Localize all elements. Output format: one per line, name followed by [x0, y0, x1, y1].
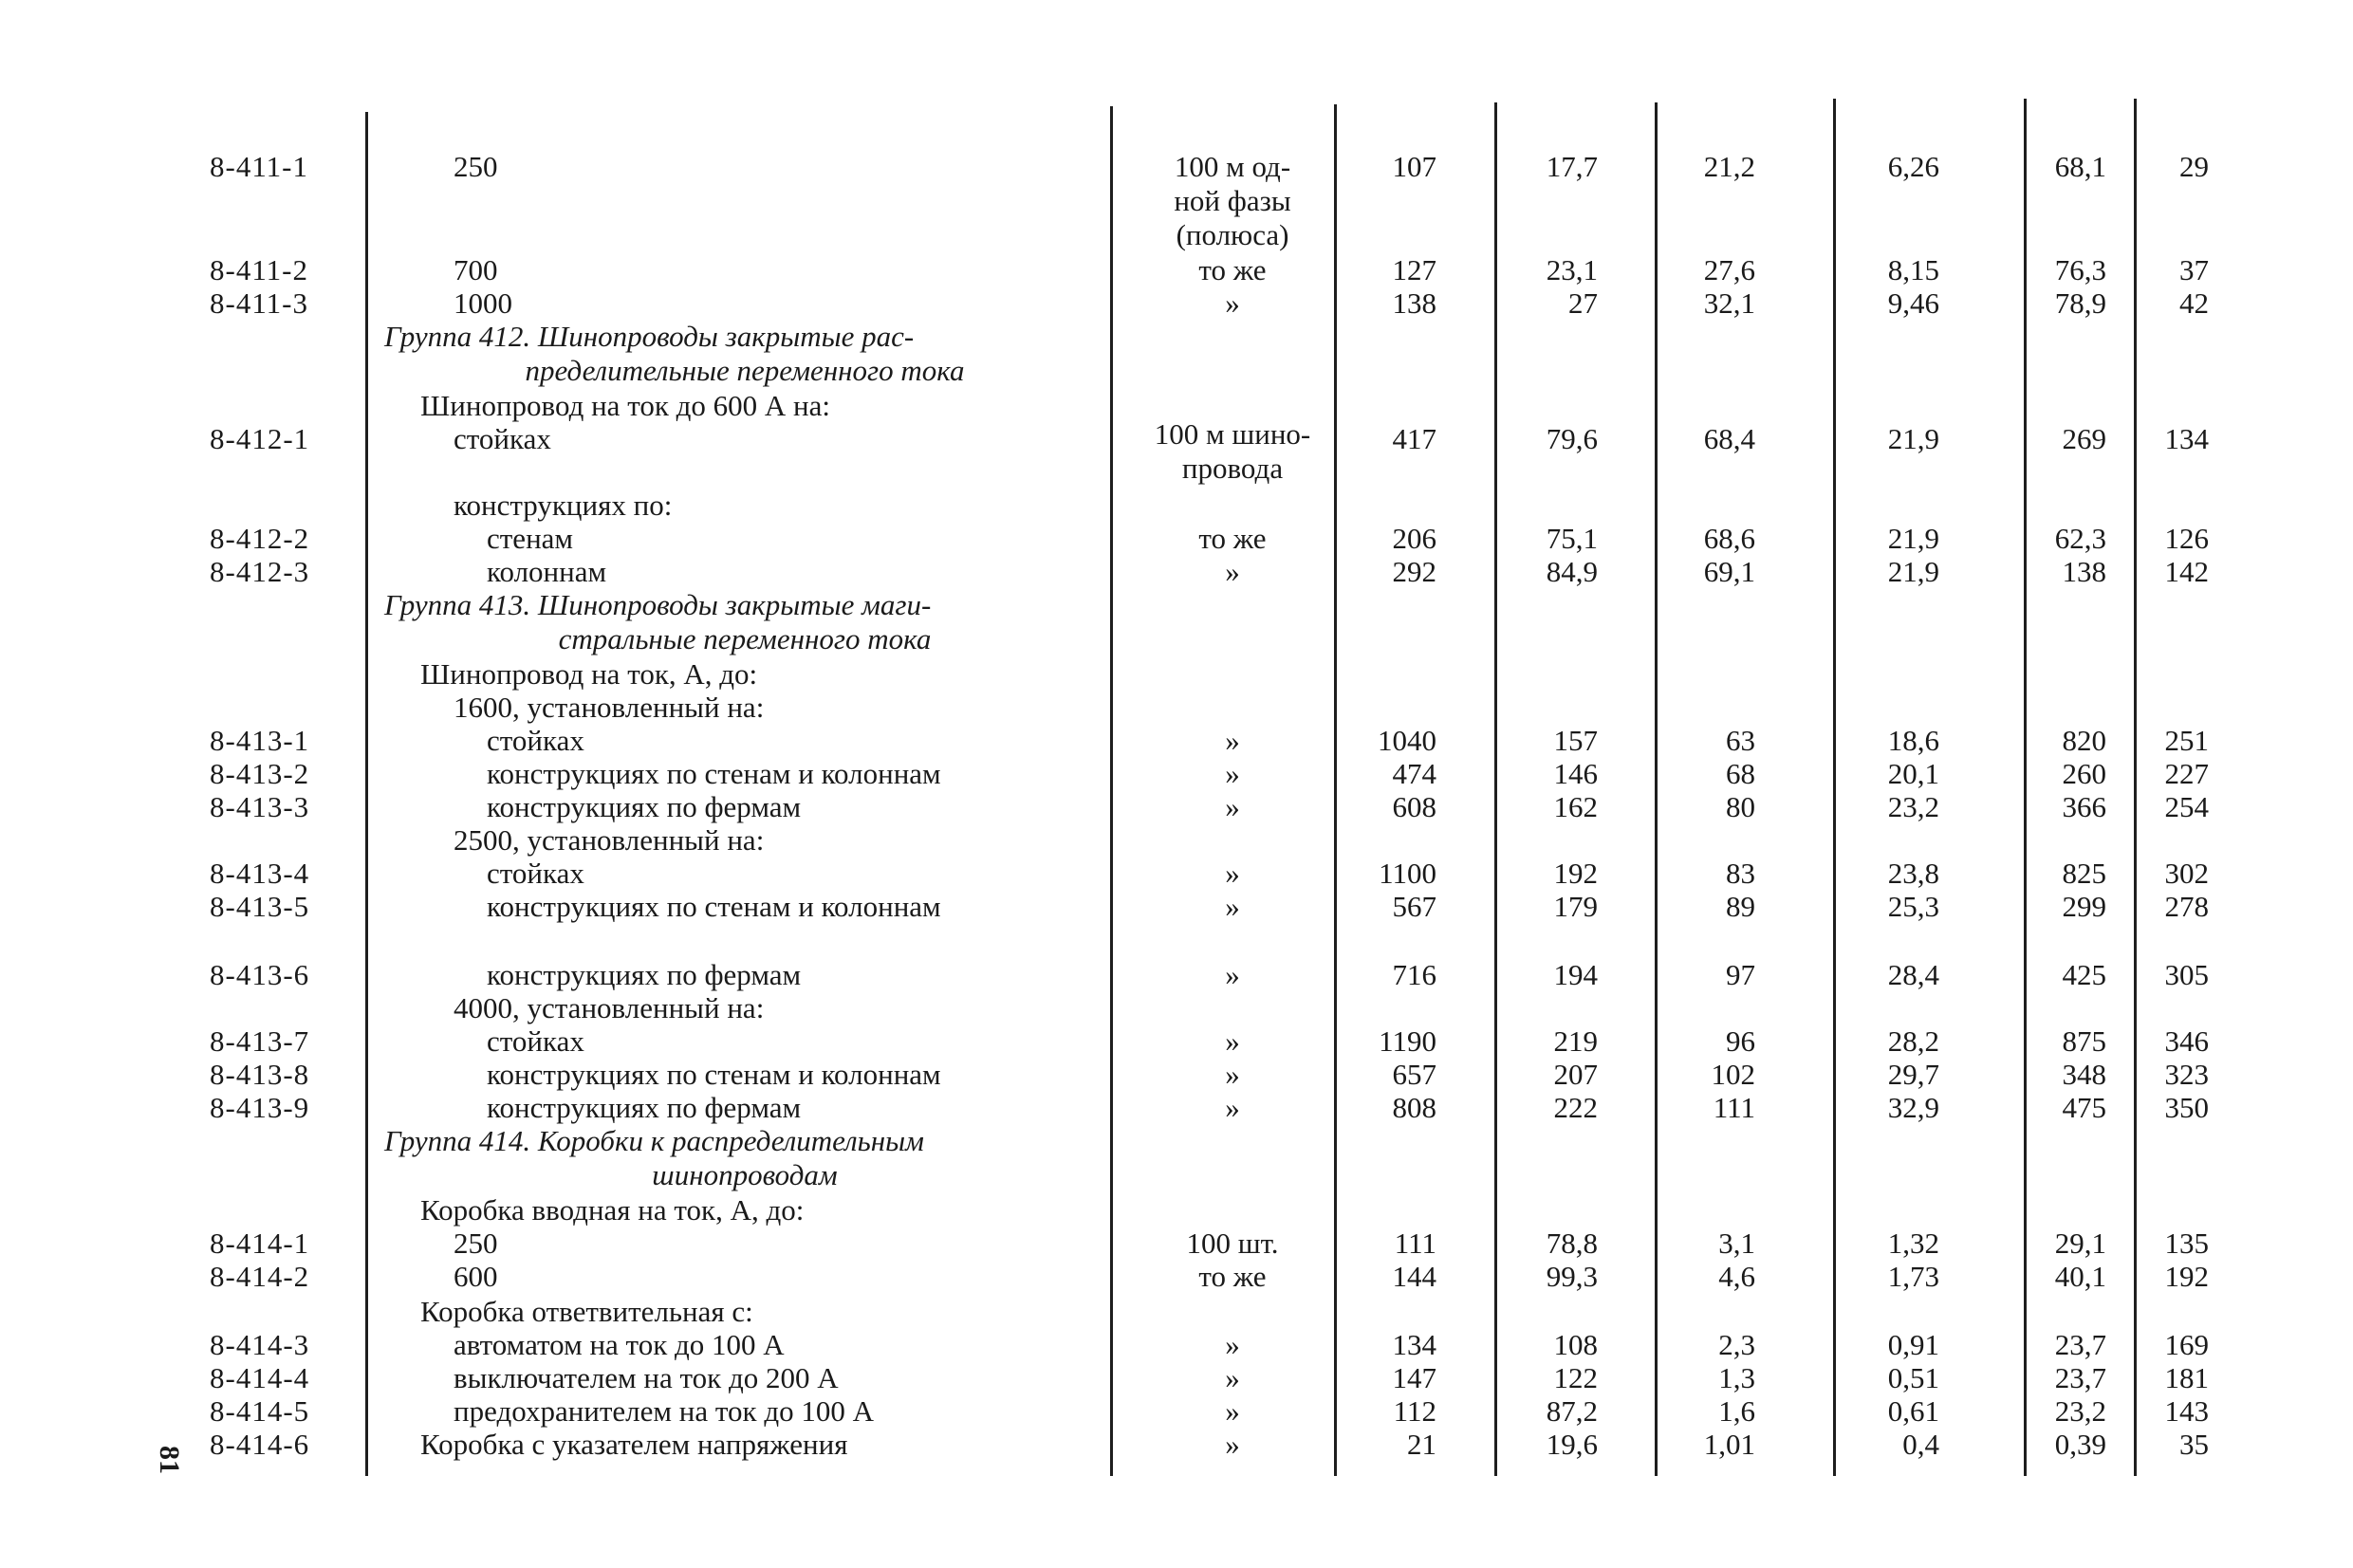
cell: 127: [1392, 253, 1436, 286]
cell: 425: [2062, 958, 2106, 991]
cell: 567: [1392, 890, 1436, 923]
cell: 89: [1726, 890, 1755, 923]
cell: 1190: [1379, 1024, 1436, 1058]
row-unit: »: [1225, 857, 1240, 890]
cell: 111: [1713, 1091, 1755, 1124]
row-unit: »: [1225, 555, 1240, 588]
cell: 99,3: [1546, 1260, 1598, 1293]
row-desc: стойках: [487, 857, 584, 890]
cell: 9,46: [1887, 286, 1939, 320]
table-row: [0, 253, 2353, 287]
row-code: 8-413-5: [210, 890, 310, 923]
row-desc: 1000: [454, 286, 512, 320]
row-unit: »: [1225, 1091, 1240, 1124]
cell: 219: [1553, 1024, 1598, 1058]
cell: 8,15: [1887, 253, 1939, 286]
row-code: 8-413-4: [210, 857, 310, 890]
cell: 68,4: [1703, 422, 1755, 455]
cell: 87,2: [1546, 1394, 1598, 1428]
cell: 112: [1393, 1394, 1436, 1428]
group-title: Группа 414. Коробки к распределительным: [384, 1124, 924, 1157]
unit-line: 100 м шино-: [1154, 417, 1311, 451]
unit-line: ной фазы: [1174, 184, 1291, 217]
cell: 27: [1568, 286, 1598, 320]
unit-line: 100 м од-: [1174, 150, 1291, 183]
table-row: [0, 286, 2353, 321]
row-desc: конструкциях по стенам и колоннам: [487, 890, 941, 923]
cell: 146: [1553, 757, 1598, 790]
cell: 192: [1553, 857, 1598, 890]
row-code: 8-413-1: [210, 724, 310, 757]
table-row: [0, 1024, 2353, 1059]
table-row: [0, 1227, 2353, 1261]
cell: 2,3: [1718, 1328, 1755, 1361]
section-heading: конструкциях по:: [454, 489, 673, 522]
cell: 69,1: [1703, 555, 1755, 588]
cell: 97: [1726, 958, 1755, 991]
group-heading-412: [384, 320, 1105, 388]
cell: 29,1: [2054, 1227, 2106, 1260]
section-heading: Коробка вводная на ток, А, до:: [420, 1193, 805, 1227]
row-code: 8-414-2: [210, 1260, 310, 1293]
cell: 78,9: [2054, 286, 2106, 320]
cell: 143: [2164, 1394, 2209, 1428]
cell: 35: [2179, 1428, 2209, 1461]
cell: 305: [2164, 958, 2209, 991]
cell: 28,4: [1887, 958, 1939, 991]
unit-block: [1127, 150, 1338, 252]
group-title: Группа 412. Шинопроводы закрытые рас-: [384, 320, 915, 353]
cell: 299: [2062, 890, 2106, 923]
table-row: [0, 790, 2353, 824]
row-desc: конструкциях по фермам: [487, 1091, 802, 1124]
cell: 278: [2164, 890, 2209, 923]
unit-block: [1120, 417, 1345, 486]
cell: 79,6: [1546, 422, 1598, 455]
group-title: пределительные переменного тока: [525, 354, 965, 387]
section-heading: Шинопровод на ток, А, до:: [420, 657, 758, 691]
cell: 350: [2164, 1091, 2209, 1124]
cell: 1,32: [1887, 1227, 1939, 1260]
cell: 20,1: [1887, 757, 1939, 790]
row-desc: выключателем на ток до 200 А: [454, 1361, 839, 1394]
table-row: [0, 890, 2353, 924]
cell: 147: [1392, 1361, 1436, 1394]
cell: 17,7: [1546, 150, 1598, 183]
cell: 657: [1392, 1058, 1436, 1091]
row-code: 8-414-1: [210, 1227, 310, 1260]
row-unit: »: [1225, 1058, 1240, 1091]
cell: 716: [1392, 958, 1436, 991]
row-unit: »: [1225, 1361, 1240, 1394]
row-code: 8-412-1: [210, 422, 310, 455]
table-row: [0, 1428, 2353, 1462]
cell: 68,6: [1703, 522, 1755, 555]
cell: 21,9: [1887, 555, 1939, 588]
cell: 808: [1392, 1091, 1436, 1124]
cell: 40,1: [2054, 1260, 2106, 1293]
cell: 0,39: [2054, 1428, 2106, 1461]
cell: 222: [1553, 1091, 1598, 1124]
cell: 206: [1392, 522, 1436, 555]
row-desc: стойках: [454, 422, 551, 455]
cell: 366: [2062, 790, 2106, 823]
cell: 181: [2164, 1361, 2209, 1394]
row-code: 8-413-6: [210, 958, 310, 991]
cell: 126: [2164, 522, 2209, 555]
cell: 138: [1392, 286, 1436, 320]
row-desc: конструкциях по стенам и колоннам: [487, 1058, 941, 1091]
row-unit: »: [1225, 757, 1240, 790]
row-unit: »: [1225, 958, 1240, 991]
row-code: 8-413-9: [210, 1091, 310, 1124]
unit-line: провода: [1181, 452, 1284, 485]
table-row: [0, 724, 2353, 758]
cell: 417: [1392, 422, 1436, 455]
row-desc: 250: [454, 150, 498, 183]
cell: 21,9: [1887, 522, 1939, 555]
table-row: [0, 555, 2353, 589]
row-code: 8-411-1: [210, 150, 308, 183]
row-code: 8-412-2: [210, 522, 310, 555]
cell: 348: [2062, 1058, 2106, 1091]
cell: 68,1: [2054, 150, 2106, 183]
cell: 23,8: [1887, 857, 1939, 890]
cell: 32,1: [1703, 286, 1755, 320]
cell: 62,3: [2054, 522, 2106, 555]
cell: 23,7: [2054, 1361, 2106, 1394]
row-desc: конструкциях по стенам и колоннам: [487, 757, 941, 790]
section-heading: Коробка ответвительная с:: [420, 1295, 753, 1328]
cell: 63: [1726, 724, 1755, 757]
cell: 21,2: [1703, 150, 1755, 183]
cell: 820: [2062, 724, 2106, 757]
section-heading: Шинопровод на ток до 600 А на:: [420, 389, 831, 422]
cell: 475: [2062, 1091, 2106, 1124]
row-unit: то же: [1198, 522, 1267, 555]
cell: 138: [2062, 555, 2106, 588]
row-code: 8-414-3: [210, 1328, 310, 1361]
cell: 23,1: [1546, 253, 1598, 286]
cell: 292: [1392, 555, 1436, 588]
row-code: 8-413-2: [210, 757, 310, 790]
cell: 27,6: [1703, 253, 1755, 286]
row-desc: предохранителем на ток до 100 А: [454, 1394, 874, 1428]
cell: 474: [1392, 757, 1436, 790]
table-row: [0, 1091, 2353, 1125]
table-row: [0, 1394, 2353, 1429]
row-unit: »: [1225, 1328, 1240, 1361]
row-code: 8-413-3: [210, 790, 310, 823]
cell: 0,61: [1887, 1394, 1939, 1428]
row-code: 8-414-5: [210, 1394, 310, 1428]
cell: 21: [1407, 1428, 1436, 1461]
cell: 0,4: [1902, 1428, 1939, 1461]
table-row: [0, 958, 2353, 992]
cell: 29,7: [1887, 1058, 1939, 1091]
cell: 194: [1553, 958, 1598, 991]
cell: 68: [1726, 757, 1755, 790]
cell: 23,7: [2054, 1328, 2106, 1361]
table-row: [0, 757, 2353, 791]
row-desc: конструкциях по фермам: [487, 958, 802, 991]
cell: 83: [1726, 857, 1755, 890]
cell: 134: [1392, 1328, 1436, 1361]
cell: 323: [2164, 1058, 2209, 1091]
cell: 6,26: [1887, 150, 1939, 183]
row-unit: »: [1225, 1394, 1240, 1428]
cell: 19,6: [1546, 1428, 1598, 1461]
row-desc: 700: [454, 253, 498, 286]
row-code: 8-411-3: [210, 286, 308, 320]
cell: 875: [2062, 1024, 2106, 1058]
table-row: [0, 1260, 2353, 1294]
cell: 122: [1553, 1361, 1598, 1394]
table-row: [0, 1058, 2353, 1092]
cell: 0,51: [1887, 1361, 1939, 1394]
cell: 162: [1553, 790, 1598, 823]
row-desc: 600: [454, 1260, 498, 1293]
row-unit: »: [1225, 1428, 1240, 1461]
row-unit: »: [1225, 790, 1240, 823]
cell: 1,73: [1887, 1260, 1939, 1293]
table-row: [0, 522, 2353, 556]
cell: 42: [2179, 286, 2209, 320]
cell: 1,6: [1718, 1394, 1755, 1428]
cell: 25,3: [1887, 890, 1939, 923]
cell: 825: [2062, 857, 2106, 890]
cell: 37: [2179, 253, 2209, 286]
cell: 142: [2164, 555, 2209, 588]
cell: 1,3: [1718, 1361, 1755, 1394]
row-code: 8-412-3: [210, 555, 310, 588]
row-desc: автоматом на ток до 100 А: [454, 1328, 785, 1361]
cell: 18,6: [1887, 724, 1939, 757]
row-code: 8-414-6: [210, 1428, 310, 1461]
cell: 28,2: [1887, 1024, 1939, 1058]
cell: 23,2: [2054, 1394, 2106, 1428]
cell: 76,3: [2054, 253, 2106, 286]
cell: 192: [2164, 1260, 2209, 1293]
row-unit: »: [1225, 724, 1240, 757]
page-number: 81: [154, 1446, 185, 1474]
row-unit: »: [1225, 286, 1240, 320]
cell: 108: [1553, 1328, 1598, 1361]
cell: 32,9: [1887, 1091, 1939, 1124]
cell: 102: [1711, 1058, 1755, 1091]
cell: 134: [2164, 422, 2209, 455]
cell: 80: [1726, 790, 1755, 823]
cell: 179: [1553, 890, 1598, 923]
cell: 75,1: [1546, 522, 1598, 555]
section-heading: 2500, установленный на:: [454, 823, 765, 857]
row-unit: »: [1225, 1024, 1240, 1058]
cell: 1100: [1379, 857, 1436, 890]
row-desc: 250: [454, 1227, 498, 1260]
row-code: 8-414-4: [210, 1361, 310, 1394]
cell: 157: [1553, 724, 1598, 757]
cell: 1,01: [1703, 1428, 1755, 1461]
row-desc: конструкциях по фермам: [487, 790, 802, 823]
cell: 111: [1394, 1227, 1436, 1260]
cell: 96: [1726, 1024, 1755, 1058]
cell: 144: [1392, 1260, 1436, 1293]
cell: 1040: [1378, 724, 1436, 757]
cell: 254: [2164, 790, 2209, 823]
cell: 346: [2164, 1024, 2209, 1058]
cell: 269: [2062, 422, 2106, 455]
section-heading: 1600, установленный на:: [454, 691, 765, 724]
cell: 78,8: [1546, 1227, 1598, 1260]
cell: 84,9: [1546, 555, 1598, 588]
cell: 251: [2164, 724, 2209, 757]
row-desc: стойках: [487, 1024, 584, 1058]
group-title: стральные переменного тока: [558, 622, 932, 655]
row-code: 8-413-7: [210, 1024, 310, 1058]
table-row: [0, 857, 2353, 891]
cell: 207: [1553, 1058, 1598, 1091]
row-unit: то же: [1198, 253, 1267, 286]
row-unit: »: [1225, 890, 1240, 923]
unit-line: (полюса): [1176, 218, 1289, 251]
group-heading-414: [384, 1124, 1105, 1192]
cell: 3,1: [1718, 1227, 1755, 1260]
table-row: [0, 1328, 2353, 1362]
row-code: 8-411-2: [210, 253, 308, 286]
row-code: 8-413-8: [210, 1058, 310, 1091]
cell: 23,2: [1887, 790, 1939, 823]
cell: 0,91: [1887, 1328, 1939, 1361]
cell: 227: [2164, 757, 2209, 790]
group-title: шинопроводам: [652, 1158, 838, 1191]
cell: 135: [2164, 1227, 2209, 1260]
cell: 21,9: [1887, 422, 1939, 455]
cell: 169: [2164, 1328, 2209, 1361]
row-desc: стенам: [487, 522, 574, 555]
group-title: Группа 413. Шинопроводы закрытые маги-: [384, 588, 932, 621]
cell: 302: [2164, 857, 2209, 890]
cell: 608: [1392, 790, 1436, 823]
cell: 29: [2179, 150, 2209, 183]
cell: 107: [1392, 150, 1436, 183]
section-heading: 4000, установленный на:: [454, 991, 765, 1024]
row-desc: Коробка с указателем напряжения: [420, 1428, 848, 1461]
group-heading-413: [384, 588, 1105, 656]
cell: 4,6: [1718, 1260, 1755, 1293]
row-unit: 100 шт.: [1186, 1227, 1279, 1260]
row-unit: то же: [1198, 1260, 1267, 1293]
row-desc: стойках: [487, 724, 584, 757]
row-desc: колоннам: [487, 555, 607, 588]
cell: 260: [2062, 757, 2106, 790]
table-row: [0, 1361, 2353, 1395]
